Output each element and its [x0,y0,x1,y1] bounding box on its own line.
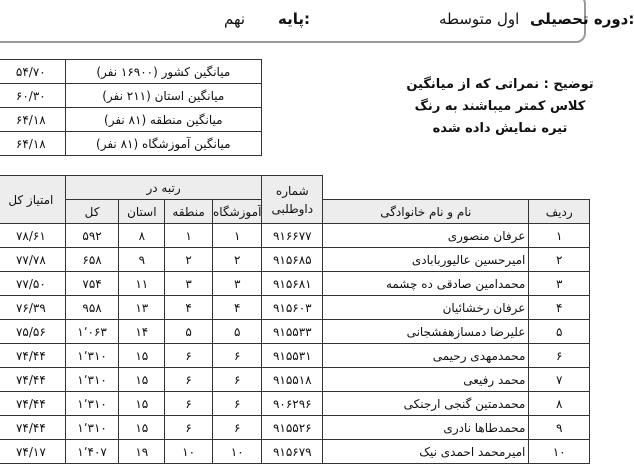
rank-region-cell: ۱۰ [165,440,213,464]
student-name-cell: محمدمهدی رحیمی [323,344,529,368]
rank-region-cell: ۶ [165,344,213,368]
student-no-cell: ۹۱۵۶۸۱ [262,272,323,296]
average-value: ۶۰/۳۰ [0,84,65,108]
total-score-cell: ۷۴/۴۴ [0,416,65,440]
rank-school-cell: ۶ [213,416,262,440]
rank-region-cell: ۱ [165,224,213,248]
average-row [0,84,262,108]
table-row [0,272,590,296]
average-value: ۵۴/۷۰ [0,60,65,84]
row-number-cell: ۴ [529,296,590,320]
results-table [0,175,590,464]
total-score-cell: ۷۶/۳۹ [0,296,65,320]
total-score-cell: ۷۴/۱۷ [0,440,65,464]
rank-school-cell: ۶ [213,344,262,368]
total-score-cell: ۷۴/۴۴ [0,344,65,368]
table-row [0,296,590,320]
student-name-cell: امیرمحمد احمدی نیک [323,440,529,464]
header-rank-region: منطقه [165,200,213,224]
average-label: میانگین آموزشگاه (۸۱ نفر) [65,132,261,156]
student-name-cell: محمدطاها نادری [323,416,529,440]
table-row [0,392,590,416]
rank-total-cell: ۹۵۸ [65,296,119,320]
grade-label: پایه: [278,10,310,28]
note-line: کلاس کمتر میباشند به رنگ [414,99,586,114]
rank-province-cell: ۱۳ [119,296,165,320]
rank-school-cell: ۶ [213,368,262,392]
student-name-cell: علیرضا دمسازهفشجانی [323,320,529,344]
header-name: نام و نام خانوادگی [323,200,529,224]
row-number-cell: ۵ [529,320,590,344]
student-no-cell: ۹۱۵۶۸۵ [262,248,323,272]
rank-province-cell: ۱۵ [119,368,165,392]
header-box [0,0,634,43]
rank-region-cell: ۴ [165,296,213,320]
average-value: ۶۴/۱۸ [0,132,65,156]
row-number-cell: ۱ [529,224,590,248]
rank-region-cell: ۶ [165,416,213,440]
row-number-cell: ۷ [529,368,590,392]
rank-province-cell: ۱۵ [119,392,165,416]
course-value: اول متوسطه [439,10,520,28]
rank-total-cell: ۱٬۳۱۰ [65,344,119,368]
table-row [0,368,590,392]
header-row: ردیف [529,200,590,224]
table-row [0,224,590,248]
table-row [0,416,590,440]
rank-school-cell: ۱۰ [213,440,262,464]
rank-school-cell: ۵ [213,320,262,344]
rank-school-cell: ۲ [213,248,262,272]
student-name-cell: امیرحسین عالیوربابادی [323,248,529,272]
rank-school-cell: ۳ [213,272,262,296]
rank-region-cell: ۵ [165,320,213,344]
grade-value: نهم [224,10,246,28]
rank-school-cell: ۶ [213,392,262,416]
total-score-cell: ۷۴/۴۴ [0,392,65,416]
rank-region-cell: ۲ [165,248,213,272]
header-rank-in: رتبه در [65,176,262,200]
student-no-cell: ۹۱۵۵۳۳ [262,320,323,344]
rank-region-cell: ۳ [165,272,213,296]
table-row [0,248,590,272]
rank-region-cell: ۶ [165,368,213,392]
row-number-cell: ۶ [529,344,590,368]
student-no-cell: ۹۱۵۵۱۸ [262,368,323,392]
rank-province-cell: ۱۵ [119,416,165,440]
total-score-cell: ۷۴/۴۴ [0,368,65,392]
student-no-cell: ۹۱۵۶۷۹ [262,440,323,464]
legend-note [405,74,595,140]
rank-total-cell: ۱٬۰۶۳ [65,320,119,344]
rank-total-cell: ۱٬۳۱۰ [65,416,119,440]
header-rank-total: کل [65,200,119,224]
rank-region-cell: ۶ [165,392,213,416]
rank-province-cell: ۱۱ [119,272,165,296]
rank-province-cell: ۱۵ [119,344,165,368]
student-no-cell: ۹۱۵۶۰۳ [262,296,323,320]
rank-province-cell: ۱۴ [119,320,165,344]
student-name-cell: عرفان رخشائیان [323,296,529,320]
note-line: توضیح : نمراتی که از میانگین [406,77,594,92]
row-number-cell: ۳ [529,272,590,296]
table-row [0,440,590,464]
header-rank-school: آموزشگاه [213,200,262,224]
rank-province-cell: ۱۹ [119,440,165,464]
row-number-cell: ۲ [529,248,590,272]
student-no-cell: ۹۱۵۵۲۶ [262,416,323,440]
averages-table [0,59,262,156]
course-label: دوره تحصیلی: [530,10,634,28]
table-header-row-1 [0,176,590,200]
average-label: میانگین منطقه (۸۱ نفر) [65,108,261,132]
average-row [0,132,262,156]
total-score-cell: ۷۵/۵۶ [0,320,65,344]
average-label: میانگین کشور (۱۶۹۰۰ نفر) [65,60,261,84]
rank-total-cell: ۱٬۳۱۰ [65,368,119,392]
row-number-cell: ۱۰ [529,440,590,464]
rank-total-cell: ۱٬۴۰۷ [65,440,119,464]
header-rank-province: استان [119,200,165,224]
rank-school-cell: ۱ [213,224,262,248]
rank-total-cell: ۵۹۲ [65,224,119,248]
average-row [0,60,262,84]
header-total-score: امتیاز کل [0,176,65,224]
student-no-cell: ۹۰۶۲۹۶ [262,392,323,416]
student-name-cell: محمدامین صادقی ده چشمه [323,272,529,296]
average-value: ۶۴/۱۸ [0,108,65,132]
row-number-cell: ۹ [529,416,590,440]
student-name-cell: عرفان منصوری [323,224,529,248]
rank-total-cell: ۷۵۴ [65,272,119,296]
total-score-cell: ۷۷/۵۰ [0,272,65,296]
rank-province-cell: ۸ [119,224,165,248]
total-score-cell: ۷۸/۶۱ [0,224,65,248]
header-student-no: شماره داوطلبی [262,176,323,224]
row-number-cell: ۸ [529,392,590,416]
rank-total-cell: ۶۵۸ [65,248,119,272]
student-name-cell: محمد رفیعی [323,368,529,392]
average-row [0,108,262,132]
table-row [0,320,590,344]
total-score-cell: ۷۷/۷۸ [0,248,65,272]
student-no-cell: ۹۱۵۵۳۱ [262,344,323,368]
student-name-cell: محمدمتین گنجی ارجنکی [323,392,529,416]
rank-school-cell: ۴ [213,296,262,320]
note-line: تیره نمایش داده شده [432,121,568,136]
rank-total-cell: ۱٬۳۱۰ [65,392,119,416]
average-label: میانگین استان (۲۱۱ نفر) [65,84,261,108]
rank-province-cell: ۹ [119,248,165,272]
table-row [0,344,590,368]
student-no-cell: ۹۱۶۶۷۷ [262,224,323,248]
